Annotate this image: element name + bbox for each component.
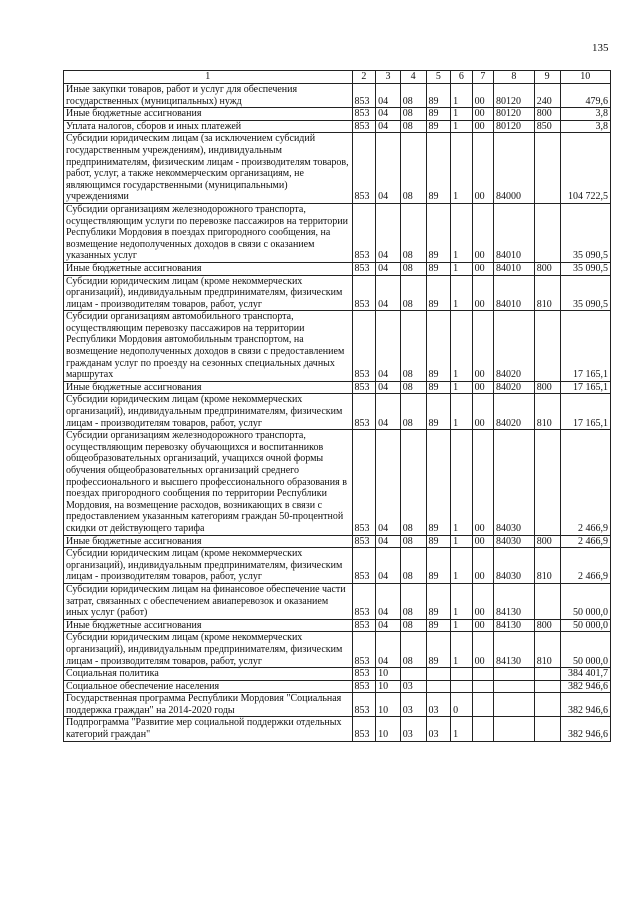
code-expense-type: [534, 430, 560, 535]
code-section: 04: [376, 583, 401, 619]
amount: 35 090,5: [560, 203, 610, 262]
table-row: [64, 548, 611, 584]
code-section: 04: [376, 548, 401, 584]
code-expense-type: 240: [534, 84, 560, 108]
code-program: 89: [426, 583, 451, 619]
code-admin: 853: [352, 717, 376, 741]
table-row: [64, 430, 611, 535]
code-subprogram: 1: [451, 133, 472, 204]
code-program: 89: [426, 262, 451, 275]
code-expense-type: [534, 311, 560, 382]
code-admin: 853: [352, 84, 376, 108]
table-row: [64, 120, 611, 133]
code-subsection: 08: [400, 262, 426, 275]
code-section: 04: [376, 381, 401, 394]
code-section: 10: [376, 693, 401, 717]
code-expense-type: [534, 717, 560, 741]
code-direction-a: 00: [472, 84, 493, 108]
code-expense-type: 810: [534, 548, 560, 584]
code-subsection: 08: [400, 632, 426, 668]
amount: 2 466,9: [560, 535, 610, 548]
amount: 35 090,5: [560, 262, 610, 275]
code-direction: [494, 680, 535, 693]
table-row: [64, 108, 611, 121]
table-row: [64, 203, 611, 262]
code-subsection: 08: [400, 84, 426, 108]
code-program: 89: [426, 108, 451, 121]
column-header: 10: [560, 71, 610, 84]
code-section: 04: [376, 203, 401, 262]
row-name: Субсидии юридическим лицам (кроме некоммерческих организаций), индивидуальным предпринимателям, физическим лицам - производителям товаров, работ, услуг: [64, 275, 353, 311]
row-name: Иные бюджетные ассигнования: [64, 108, 353, 121]
code-subprogram: 0: [451, 693, 472, 717]
table-row: [64, 680, 611, 693]
amount: 3,8: [560, 108, 610, 121]
amount: 50 000,0: [560, 583, 610, 619]
column-header: 9: [534, 71, 560, 84]
code-direction: 84030: [494, 548, 535, 584]
code-direction-a: 00: [472, 133, 493, 204]
code-subsection: 03: [400, 717, 426, 741]
code-subsection: 08: [400, 430, 426, 535]
code-direction: 84130: [494, 632, 535, 668]
code-program: 89: [426, 120, 451, 133]
row-name: Субсидии юридическим лицам (кроме некоммерческих организаций), индивидуальным предпринимателям, физическим лицам - производителям товаров, работ, услуг: [64, 632, 353, 668]
amount: 50 000,0: [560, 632, 610, 668]
code-admin: 853: [352, 535, 376, 548]
row-name: Социальная политика: [64, 668, 353, 681]
code-admin: 853: [352, 430, 376, 535]
code-subprogram: 1: [451, 430, 472, 535]
code-subprogram: 1: [451, 632, 472, 668]
code-direction: 84020: [494, 381, 535, 394]
code-subsection: 08: [400, 535, 426, 548]
code-expense-type: [534, 203, 560, 262]
code-section: 10: [376, 717, 401, 741]
row-name: Подпрограмма "Развитие мер социальной поддержки отдельных категорий граждан": [64, 717, 353, 741]
code-expense-type: [534, 680, 560, 693]
code-subprogram: 1: [451, 619, 472, 632]
code-direction: 84130: [494, 583, 535, 619]
table-row: [64, 668, 611, 681]
code-direction-a: 00: [472, 430, 493, 535]
code-admin: 853: [352, 311, 376, 382]
code-direction: 84130: [494, 619, 535, 632]
code-direction-a: 00: [472, 583, 493, 619]
code-direction-a: [472, 693, 493, 717]
amount: 104 722,5: [560, 133, 610, 204]
amount: 382 946,6: [560, 680, 610, 693]
table-row: [64, 583, 611, 619]
code-subsection: 08: [400, 203, 426, 262]
code-expense-type: 800: [534, 108, 560, 121]
code-direction-a: 00: [472, 120, 493, 133]
code-expense-type: 800: [534, 381, 560, 394]
column-header: 8: [494, 71, 535, 84]
row-name: Социальное обеспечение населения: [64, 680, 353, 693]
code-subprogram: 1: [451, 120, 472, 133]
code-section: 04: [376, 394, 401, 430]
row-name: Уплата налогов, сборов и иных платежей: [64, 120, 353, 133]
page-number: 135: [592, 42, 609, 54]
code-expense-type: [534, 133, 560, 204]
code-program: [426, 680, 451, 693]
code-admin: 853: [352, 262, 376, 275]
code-direction: 84030: [494, 430, 535, 535]
table-row: [64, 717, 611, 741]
row-name: Субсидии организациям автомобильного транспорта, осуществляющим перевозку пассажиров на территории Республики Мордовия автомобильным транспортом, на возмещение недополученных доходов в связи с предоставлением гражданам услуг по проезду на сезонных специальных дачных маршрутах: [64, 311, 353, 382]
amount: 479,6: [560, 84, 610, 108]
code-admin: 853: [352, 583, 376, 619]
code-direction-a: 00: [472, 394, 493, 430]
table-row: [64, 84, 611, 108]
amount: 382 946,6: [560, 717, 610, 741]
code-subsection: 08: [400, 619, 426, 632]
code-program: 89: [426, 394, 451, 430]
code-direction-a: 00: [472, 311, 493, 382]
amount: 382 946,6: [560, 693, 610, 717]
code-direction-a: [472, 717, 493, 741]
code-section: 04: [376, 84, 401, 108]
code-section: 04: [376, 311, 401, 382]
code-direction-a: 00: [472, 535, 493, 548]
code-program: 89: [426, 203, 451, 262]
code-expense-type: [534, 668, 560, 681]
amount: 17 165,1: [560, 394, 610, 430]
code-subprogram: 1: [451, 548, 472, 584]
code-admin: 853: [352, 619, 376, 632]
table-row: [64, 535, 611, 548]
code-direction-a: [472, 680, 493, 693]
code-subsection: 08: [400, 108, 426, 121]
code-expense-type: 800: [534, 535, 560, 548]
code-subprogram: 1: [451, 381, 472, 394]
code-subprogram: [451, 668, 472, 681]
code-section: 04: [376, 133, 401, 204]
code-expense-type: 800: [534, 619, 560, 632]
column-header: 7: [472, 71, 493, 84]
code-subprogram: [451, 680, 472, 693]
code-direction: 84030: [494, 535, 535, 548]
code-section: 10: [376, 680, 401, 693]
row-name: Иные бюджетные ассигнования: [64, 381, 353, 394]
code-program: 89: [426, 381, 451, 394]
table-header-row: [64, 71, 611, 84]
code-admin: 853: [352, 108, 376, 121]
table-row: [64, 394, 611, 430]
amount: 384 401,7: [560, 668, 610, 681]
code-direction: 84010: [494, 203, 535, 262]
code-admin: 853: [352, 548, 376, 584]
table-row: [64, 133, 611, 204]
code-subsection: 03: [400, 680, 426, 693]
code-subsection: 03: [400, 693, 426, 717]
code-program: 89: [426, 311, 451, 382]
code-subprogram: 1: [451, 394, 472, 430]
code-program: 89: [426, 619, 451, 632]
code-direction: 84020: [494, 311, 535, 382]
code-direction-a: 00: [472, 632, 493, 668]
code-direction-a: 00: [472, 108, 493, 121]
column-header: 2: [352, 71, 376, 84]
code-direction-a: 00: [472, 548, 493, 584]
code-subsection: 08: [400, 548, 426, 584]
code-program: 89: [426, 548, 451, 584]
code-admin: 853: [352, 275, 376, 311]
column-header: 3: [376, 71, 401, 84]
row-name: Субсидии юридическим лицам (за исключением субсидий государственным учреждениям), индивидуальным предпринимателям, физическим лицам - производителям товаров, работ, услуг, а также некоммерческим организациям, не являющимся государственными (муниципальными) учреждениями: [64, 133, 353, 204]
code-section: 04: [376, 262, 401, 275]
code-expense-type: 800: [534, 262, 560, 275]
code-program: 89: [426, 632, 451, 668]
amount: 3,8: [560, 120, 610, 133]
row-name: Иные бюджетные ассигнования: [64, 619, 353, 632]
code-section: 04: [376, 120, 401, 133]
code-subprogram: 1: [451, 535, 472, 548]
code-direction: 84020: [494, 394, 535, 430]
code-admin: 853: [352, 668, 376, 681]
column-header: 1: [64, 71, 353, 84]
code-direction-a: 00: [472, 262, 493, 275]
code-expense-type: [534, 583, 560, 619]
code-subsection: 08: [400, 394, 426, 430]
code-section: 04: [376, 430, 401, 535]
table-row: [64, 262, 611, 275]
column-header: 6: [451, 71, 472, 84]
code-section: 04: [376, 632, 401, 668]
row-name: Субсидии юридическим лицам (кроме некоммерческих организаций), индивидуальным предпринимателям, физическим лицам - производителям товаров, работ, услуг: [64, 394, 353, 430]
code-expense-type: [534, 693, 560, 717]
code-program: [426, 668, 451, 681]
code-subprogram: 1: [451, 203, 472, 262]
code-program: 89: [426, 275, 451, 311]
amount: 17 165,1: [560, 381, 610, 394]
code-section: 04: [376, 535, 401, 548]
code-subsection: [400, 668, 426, 681]
amount: 35 090,5: [560, 275, 610, 311]
code-direction: [494, 693, 535, 717]
code-admin: 853: [352, 632, 376, 668]
code-admin: 853: [352, 680, 376, 693]
code-program: 89: [426, 84, 451, 108]
code-section: 10: [376, 668, 401, 681]
code-program: 89: [426, 535, 451, 548]
code-direction: [494, 717, 535, 741]
row-name: Субсидии юридическим лицам (кроме некоммерческих организаций), индивидуальным предпринимателям, физическим лицам - производителям товаров, работ, услуг: [64, 548, 353, 584]
code-direction-a: [472, 668, 493, 681]
code-direction: 80120: [494, 84, 535, 108]
row-name: Субсидии юридическим лицам на финансовое обеспечение части затрат, связанных с обеспечением авиаперевозок и оказанием иных услуг (работ): [64, 583, 353, 619]
code-subprogram: 1: [451, 717, 472, 741]
column-header: 5: [426, 71, 451, 84]
code-section: 04: [376, 619, 401, 632]
code-direction-a: 00: [472, 381, 493, 394]
code-direction: 84000: [494, 133, 535, 204]
code-section: 04: [376, 275, 401, 311]
amount: 2 466,9: [560, 430, 610, 535]
code-subprogram: 1: [451, 275, 472, 311]
code-subsection: 08: [400, 583, 426, 619]
code-subprogram: 1: [451, 262, 472, 275]
code-subsection: 08: [400, 381, 426, 394]
code-subsection: 08: [400, 120, 426, 133]
row-name: Субсидии организациям железнодорожного транспорта, осуществляющим перевозку обучающихся и воспитанников общеобразовательных организаций, учащихся очной формы обучения общеобразовательных организаций среднего профессионального и высшего профессионального образования в поездах пригородного сообщения по территории Республики Мордовия, на возмещение расходов, возникающих в связи с предоставлением указанным категориям граждан 50-процентной скидки от действующего тарифа: [64, 430, 353, 535]
budget-table: [63, 70, 611, 742]
code-direction: 80120: [494, 108, 535, 121]
code-subsection: 08: [400, 275, 426, 311]
amount: 50 000,0: [560, 619, 610, 632]
row-name: Иные бюджетные ассигнования: [64, 535, 353, 548]
code-direction-a: 00: [472, 619, 493, 632]
table-row: [64, 311, 611, 382]
code-program: 89: [426, 430, 451, 535]
code-direction-a: 00: [472, 203, 493, 262]
code-expense-type: 850: [534, 120, 560, 133]
amount: 17 165,1: [560, 311, 610, 382]
table-row: [64, 693, 611, 717]
code-section: 04: [376, 108, 401, 121]
code-direction: 84010: [494, 275, 535, 311]
code-direction: 84010: [494, 262, 535, 275]
code-subprogram: 1: [451, 84, 472, 108]
row-name: Иные бюджетные ассигнования: [64, 262, 353, 275]
code-direction: 80120: [494, 120, 535, 133]
code-program: 03: [426, 717, 451, 741]
code-subprogram: 1: [451, 108, 472, 121]
row-name: Государственная программа Республики Мордовия "Социальная поддержка граждан" на 2014-2020 годы: [64, 693, 353, 717]
row-name: Субсидии организациям железнодорожного транспорта, осуществляющим услуги по перевозке пассажиров на территории Республики Мордовия в поездах пригородного сообщения, на возмещение недополученных доходов в связи с оказанием указанных услуг: [64, 203, 353, 262]
table-row: [64, 632, 611, 668]
amount: 2 466,9: [560, 548, 610, 584]
code-admin: 853: [352, 133, 376, 204]
row-name: Иные закупки товаров, работ и услуг для обеспечения государственных (муниципальных) нужд: [64, 84, 353, 108]
code-subprogram: 1: [451, 583, 472, 619]
code-admin: 853: [352, 693, 376, 717]
code-subsection: 08: [400, 311, 426, 382]
code-direction-a: 00: [472, 275, 493, 311]
code-expense-type: 810: [534, 632, 560, 668]
code-subsection: 08: [400, 133, 426, 204]
code-admin: 853: [352, 203, 376, 262]
code-program: 89: [426, 133, 451, 204]
code-admin: 853: [352, 394, 376, 430]
code-subprogram: 1: [451, 311, 472, 382]
table-row: [64, 619, 611, 632]
code-admin: 853: [352, 120, 376, 133]
code-admin: 853: [352, 381, 376, 394]
column-header: 4: [400, 71, 426, 84]
table-row: [64, 381, 611, 394]
table-row: [64, 275, 611, 311]
code-expense-type: 810: [534, 275, 560, 311]
code-expense-type: 810: [534, 394, 560, 430]
code-direction: [494, 668, 535, 681]
code-program: 03: [426, 693, 451, 717]
